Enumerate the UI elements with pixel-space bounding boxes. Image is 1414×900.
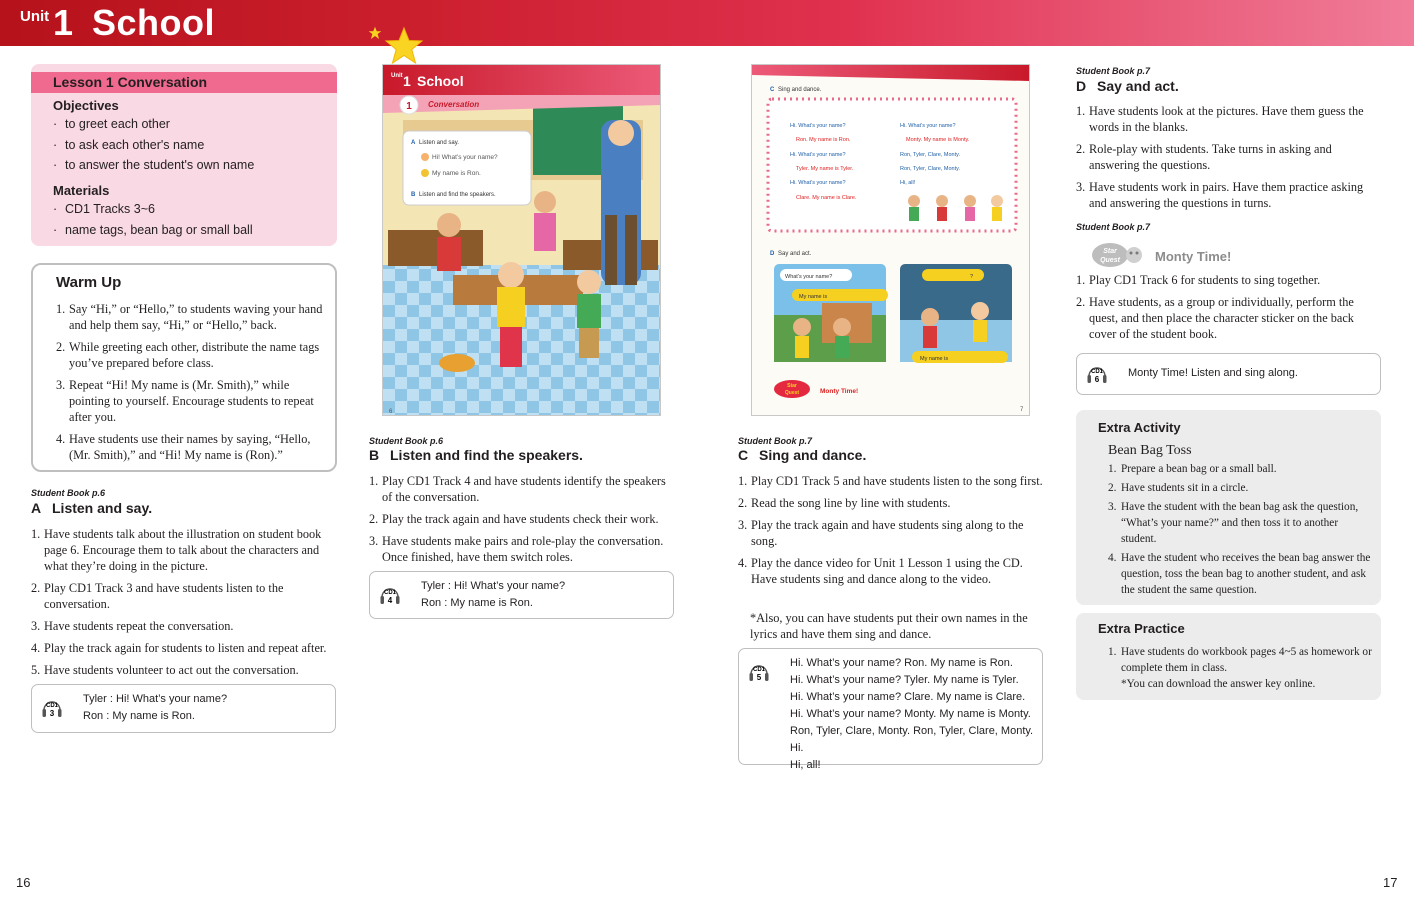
material-item: · name tags, bean bag or small ball: [53, 223, 253, 237]
svg-text:CD1: CD1: [45, 703, 59, 709]
objective-item: · to ask each other's name: [53, 138, 205, 152]
svg-text:Hi, all!: Hi, all!: [900, 180, 916, 186]
cd-transcript: Tyler : Hi! What’s your name? Ron : My name is Ron.: [421, 580, 566, 609]
material-item: · CD1 Tracks 3~6: [53, 202, 155, 216]
section-c-list: [738, 473, 1043, 593]
list-item: 1. Have students talk about the illustration on student book page 6. Encourage them to talk about the characters and what they’re doing in the picture.: [31, 527, 322, 573]
svg-text:What’s your name?: What’s your name?: [785, 274, 833, 280]
cd-transcript: Monty Time! Listen and sing along.: [1128, 367, 1298, 379]
list-item: 1. Say “Hi,” or “Hello,” to students waving your hand and help them say, “Hi,” or “Hello,” back.: [56, 302, 323, 332]
list-item: 3. Have students repeat the conversation.: [31, 619, 234, 633]
section-b-title: B Listen and find the speakers.: [369, 447, 583, 463]
cd-transcript: Hi. What’s your name? Ron. My name is Ron. Hi. What’s your name? Tyler. My name is Tyler. Hi. What’s your name? Clare. My name is Clare. Hi. What’s your name? Monty. My name is Monty. Ron, Tyler, Clare, Monty. Ron, Tyler, Clare, Monty. Hi. Hi, all!: [790, 657, 1034, 771]
headphones-cd-icon: [748, 659, 770, 685]
lesson-title: Lesson 1 Conversation: [53, 74, 208, 90]
svg-text:Ron, Tyler, Clare, Monty.: Ron, Tyler, Clare, Monty.: [900, 166, 961, 172]
lesson-objectives-box: [31, 64, 337, 246]
svg-text:?: ?: [970, 274, 974, 280]
page-number-left: 16: [16, 875, 31, 890]
list-item: 4. Have the student who receives the bean bag answer the question, toss the bean bag to another student, and ask the student the same question.: [1108, 552, 1371, 596]
unit-word: Unit: [20, 8, 50, 25]
svg-text:School: School: [417, 73, 464, 89]
list-item: 1. Play CD1 Track 4 and have students identify the speakers of the conversation.: [369, 474, 666, 504]
svg-text:1: 1: [403, 73, 411, 89]
student-book-page-7-thumbnail: [751, 64, 1030, 416]
student-book-page-6-thumbnail: [382, 64, 661, 416]
student-book-ref: Student Book p.7: [1076, 66, 1150, 76]
unit-number: 1: [53, 2, 74, 43]
extra-activity-subtitle: Bean Bag Toss: [1108, 443, 1192, 458]
svg-text:Star: Star: [787, 383, 797, 389]
classroom-illustration: [383, 65, 661, 416]
svg-text:A: A: [411, 140, 416, 146]
warm-up-list: [56, 301, 328, 469]
section-c-note: *Also, you can have students put their own names in the lyrics and have them sing and dance.: [750, 611, 1028, 641]
student-book-ref: Student Book p.6: [31, 488, 105, 498]
svg-text:5: 5: [756, 673, 762, 682]
svg-text:Clare. My name is Clare.: Clare. My name is Clare.: [796, 195, 857, 201]
svg-text:Ron, Tyler, Clare, Monty.: Ron, Tyler, Clare, Monty.: [900, 152, 961, 158]
svg-text:Hi. What’s your name?: Hi. What’s your name?: [900, 123, 956, 129]
extra-activity-list: [1108, 461, 1374, 601]
extra-practice-list: [1108, 644, 1376, 698]
svg-text:CD1: CD1: [1090, 369, 1104, 375]
list-item: 2. Read the song line by line with students.: [738, 496, 951, 510]
list-item: 2. Play CD1 Track 3 and have students listen to the conversation.: [31, 581, 284, 611]
warm-up-title: Warm Up: [56, 274, 122, 291]
student-book-ref: Student Book p.7: [1076, 222, 1150, 232]
materials-heading: Materials: [53, 183, 110, 198]
svg-text:Say and act.: Say and act.: [778, 251, 812, 257]
section-b-list: [369, 473, 674, 571]
svg-text:6: 6: [1094, 375, 1100, 384]
cd-track-box: [369, 571, 674, 619]
objectives-heading: Objectives: [53, 98, 119, 113]
svg-text:Conversation: Conversation: [428, 100, 480, 109]
list-item: 2. Play the track again and have students check their work.: [369, 512, 659, 526]
svg-text:My name is Ron.: My name is Ron.: [432, 170, 481, 177]
monty-list: [1076, 272, 1381, 348]
svg-text:C: C: [770, 87, 775, 93]
list-item: 3. Have students make pairs and role-play the conversation. Once finished, have them switch roles.: [369, 534, 664, 564]
page-number-right: 17: [1383, 875, 1398, 890]
svg-text:Hi. What’s your name?: Hi. What’s your name?: [790, 123, 846, 129]
svg-text:Hi. What’s your name?: Hi. What’s your name?: [790, 180, 846, 186]
objective-item: · to greet each other: [53, 117, 170, 131]
objective-item: · to answer the student's own name: [53, 158, 255, 172]
list-item: 2. Have students, as a group or individually, perform the quest, and then place the character sticker on the back cover of the student book.: [1076, 295, 1354, 341]
list-item: 3. Play the track again and have students sing along to the song.: [738, 518, 1024, 548]
svg-text:Sing and dance.: Sing and dance.: [778, 87, 822, 93]
svg-text:4: 4: [387, 596, 393, 605]
song-page-illustration: [752, 65, 1030, 416]
headphones-cd-icon: [379, 582, 401, 608]
list-item: 3. Repeat “Hi! My name is (Mr. Smith),” while pointing to yourself. Encourage students to repeat after you.: [56, 378, 314, 424]
list-item: 1. Prepare a bean bag or a small ball.: [1108, 463, 1277, 475]
svg-text:Hi. What’s your name?: Hi. What’s your name?: [790, 152, 846, 158]
list-item: 1. Have students do workbook pages 4~5 as homework or complete them in class. *You can download the answer key online.: [1108, 646, 1372, 690]
warm-up-box: [31, 263, 337, 472]
star-icon: [384, 26, 424, 66]
svg-text:CD1: CD1: [752, 667, 766, 673]
svg-text:7: 7: [1020, 407, 1024, 413]
student-book-ref: Student Book p.6: [369, 436, 443, 446]
list-item: 2. Have students sit in a circle.: [1108, 482, 1249, 494]
svg-text:My name is: My name is: [920, 356, 949, 362]
list-item: 4. Have students use their names by saying, “Hello, (Mr. Smith),” and “Hi! My name is (Ron).”: [56, 432, 311, 462]
student-book-ref: Student Book p.7: [738, 436, 812, 446]
section-a-list: [31, 526, 336, 684]
extra-practice-box: [1076, 613, 1381, 700]
list-item: 5. Have students volunteer to act out the conversation.: [31, 663, 299, 677]
list-item: 3. Have the student with the bean bag ask the question, “What’s your name?” and then toss it to another student.: [1108, 501, 1359, 545]
svg-text:B: B: [411, 192, 416, 198]
svg-text:Unit: Unit: [391, 73, 403, 79]
list-item: 1. Play CD1 Track 6 for students to sing together.: [1076, 273, 1321, 287]
svg-text:3: 3: [49, 709, 55, 718]
svg-text:CD1: CD1: [383, 590, 397, 596]
unit-header-band: [0, 0, 1414, 46]
extra-practice-title: Extra Practice: [1098, 621, 1185, 636]
svg-text:Hi! What’s your name?: Hi! What’s your name?: [432, 154, 498, 161]
section-a-title: A Listen and say.: [31, 500, 153, 516]
cd-track-box: [1076, 353, 1381, 395]
star-quest-logo-icon: [1090, 240, 1148, 270]
section-d-list: [1076, 103, 1381, 217]
list-item: 1. Play CD1 Track 5 and have students listen to the song first.: [738, 474, 1043, 488]
lesson-title-bar: [31, 72, 337, 93]
headphones-cd-icon: [41, 695, 63, 721]
monty-time-title: Monty Time!: [1155, 249, 1232, 264]
list-item: 4. Play the track again for students to listen and repeat after.: [31, 641, 327, 655]
cd-track-box: [738, 648, 1043, 771]
svg-text:Star: Star: [1103, 248, 1117, 255]
unit-title: School: [92, 2, 216, 43]
list-item: 2. Role-play with students. Take turns in asking and answering the questions.: [1076, 142, 1332, 172]
svg-text:Ron. My name is Ron.: Ron. My name is Ron.: [796, 137, 851, 143]
section-c-title: C Sing and dance.: [738, 447, 867, 463]
list-item: 4. Play the dance video for Unit 1 Lesson 1 using the CD. Have students sing and dance along to the video.: [738, 556, 1023, 586]
list-item: 1. Have students look at the pictures. Have them guess the words in the blanks.: [1076, 104, 1364, 134]
svg-text:Quest: Quest: [1100, 257, 1120, 264]
small-star-icon: [368, 26, 382, 40]
svg-text:Listen and find the speakers.: Listen and find the speakers.: [419, 192, 496, 198]
svg-text:Quest: Quest: [784, 390, 800, 396]
svg-text:Tyler. My name is Tyler.: Tyler. My name is Tyler.: [796, 166, 854, 172]
svg-text:1: 1: [406, 101, 412, 112]
section-d-title: D Say and act.: [1076, 78, 1179, 94]
svg-text:Listen and say.: Listen and say.: [419, 140, 459, 146]
cd-track-box: [31, 684, 336, 733]
svg-text:6: 6: [389, 409, 393, 415]
svg-text:D: D: [770, 251, 775, 257]
list-item: 3. Have students work in pairs. Have them practice asking and answering the questions in turns.: [1076, 180, 1364, 210]
extra-activity-box: [1076, 410, 1381, 605]
extra-activity-title: Extra Activity: [1098, 420, 1181, 435]
headphones-cd-icon: [1086, 361, 1108, 387]
svg-text:Monty Time!: Monty Time!: [820, 388, 859, 395]
svg-text:Monty. My name is Monty.: Monty. My name is Monty.: [906, 137, 970, 143]
cd-transcript: Tyler : Hi! What’s your name? Ron : My name is Ron.: [83, 693, 228, 722]
list-item: 2. While greeting each other, distribute the name tags you’ve prepared before class.: [56, 340, 320, 370]
svg-text:My name is: My name is: [799, 294, 828, 300]
